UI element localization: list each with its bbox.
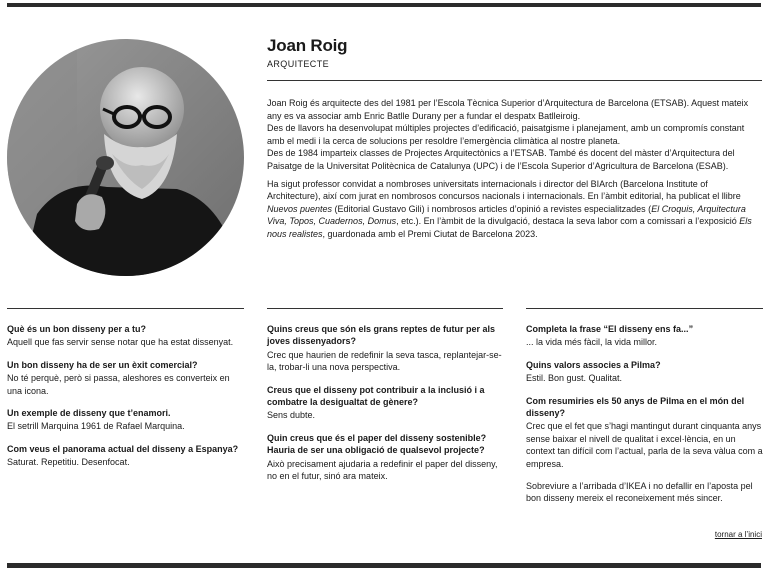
column-divider: [267, 308, 503, 309]
column-divider: [526, 308, 763, 309]
italic-title: Els nous realistes: [267, 216, 752, 239]
interview-column-3: [526, 308, 763, 515]
question: Com veus el panorama actual del disseny a Espanya?: [7, 443, 239, 454]
answer: No té perquè, però si passa, aleshores es converteix en una icona.: [7, 373, 230, 396]
text-segment: , etc.). En l’àmbit de la divulgació, destaca la seva labor com a comissari a l’exposició: [396, 216, 740, 227]
text-segment: , guardonada amb el Premi Ciutat de Barcelona 2023.: [322, 228, 538, 239]
text-segment: Des de 1984 imparteix classes de Projectes Arquitectònics a l’ETSAB. També és docent del màster d’Arquitectura del Paisatge de la Universitat Politècnica de Catalunya (UPC) i de l’Escola Superior d’Agricultura de Barcelona (ESAB).: [267, 148, 735, 171]
header-divider: [267, 80, 762, 81]
question: Quins creus que són els grans reptes de futur per als joves dissenyadors?: [267, 324, 496, 347]
person-name: Joan Roig: [267, 36, 348, 55]
answer: Crec que el fet que s’hagi mantingut durant cinquanta anys sense baixar el nivell de qualitat i excel·lència, en un context tan difícil com l’actual, parla de la seva vàlua com a empresa.: [526, 421, 763, 469]
text-segment: Des de llavors ha desenvolupat múltiples projectes d’edificació, paisatgisme i planejament, amb un compromís constant amb el medi i la cerca de solucions per resoldre l’emergència climàtica al nostre planeta.: [267, 123, 745, 146]
bio-paragraph-2: [267, 178, 763, 241]
answer: Estil. Bon gust. Qualitat.: [526, 373, 623, 384]
question: Quins valors associes a Pilma?: [526, 359, 661, 370]
answer: Crec que haurien de redefinir la seva tasca, replantejar-se-la, trobar-li una nova perspectiva.: [267, 349, 502, 373]
qa-block: [7, 443, 244, 469]
question: Quin creus que és el paper del disseny sostenible? Hauria de ser una obligació de qualsevol projecte?: [267, 432, 487, 456]
answer: Saturat. Repetitiu. Desenfocat.: [7, 457, 130, 468]
qa-block: [7, 323, 244, 349]
qa-block: [526, 359, 763, 385]
person-role: ARQUITECTE: [267, 59, 330, 69]
qa-block: [526, 395, 763, 505]
qa-block: [267, 432, 503, 483]
italic-title: El Croquis, Arquitectura Viva, Topos, Cuadernos, Domus: [267, 203, 746, 227]
bio-paragraph-1: [267, 97, 763, 173]
italic-title: Nuevos puentes: [267, 203, 333, 214]
question: Un exemple de disseny que t’enamori.: [7, 408, 171, 419]
qa-block: [267, 384, 503, 422]
portrait-photo: [7, 39, 244, 276]
interview-column-1: [7, 308, 244, 479]
top-divider-bar: [7, 3, 761, 7]
answer: Sens dubte.: [267, 410, 316, 421]
question: Què és un bon disseny per a tu?: [7, 324, 147, 334]
answer: Això precisament ajudaria a redefinir el paper del disseny, no en el futur, sinó ara mateix.: [267, 458, 498, 482]
answer: Sobreviure a l’arribada d’IKEA i no defallir en l’aposta pel bon disseny mereix el reconeixement més sincer.: [526, 481, 753, 504]
answer: ... la vida més fàcil, la vida millor.: [526, 337, 658, 348]
question: Un bon disseny ha de ser un èxit comercial?: [7, 359, 198, 370]
qa-block: [7, 359, 244, 397]
back-to-top-link[interactable]: tornar a l’inici: [714, 530, 762, 539]
question: Com resumiries els 50 anys de Pilma en el món del disseny?: [526, 395, 745, 419]
answer: Aquell que fas servir sense notar que ha estat dissenyat.: [7, 337, 234, 348]
text-segment: Ha sigut professor convidat a nombroses universitats internacionals i director del BIArch (Barcelona Institute of Architecture), així com jurat en nombrosos concursos nacionals i internacionals. En l’àmbit editorial, ha publicat el llibre: [267, 178, 741, 202]
text-segment: Joan Roig és arquitecte des del 1981 per l’Escola Tècnica Superior d’Arquitectura de Barcelona (ETSAB). Aquest mateix any es va associar amb Enric Batlle Durany per a fundar el despatx Batlleiroig.: [267, 98, 749, 121]
qa-block: [526, 323, 763, 349]
answer: El setrill Marquina 1961 de Rafael Marquina.: [7, 421, 185, 432]
text-segment: (Editorial Gustavo Gili) i nombrosos articles d’opinió a revistes especialitzades (: [332, 203, 652, 214]
qa-block: [7, 407, 244, 433]
question: Creus que el disseny pot contribuir a la inclusió i a combatre la desigualtat de gènere?: [267, 384, 485, 408]
qa-block: [267, 323, 503, 374]
interview-column-2: [267, 308, 503, 492]
bottom-divider-bar: [7, 563, 761, 568]
question: Completa la frase “El disseny ens fa...”: [526, 324, 694, 334]
biography: [267, 97, 763, 241]
column-divider: [7, 308, 244, 309]
